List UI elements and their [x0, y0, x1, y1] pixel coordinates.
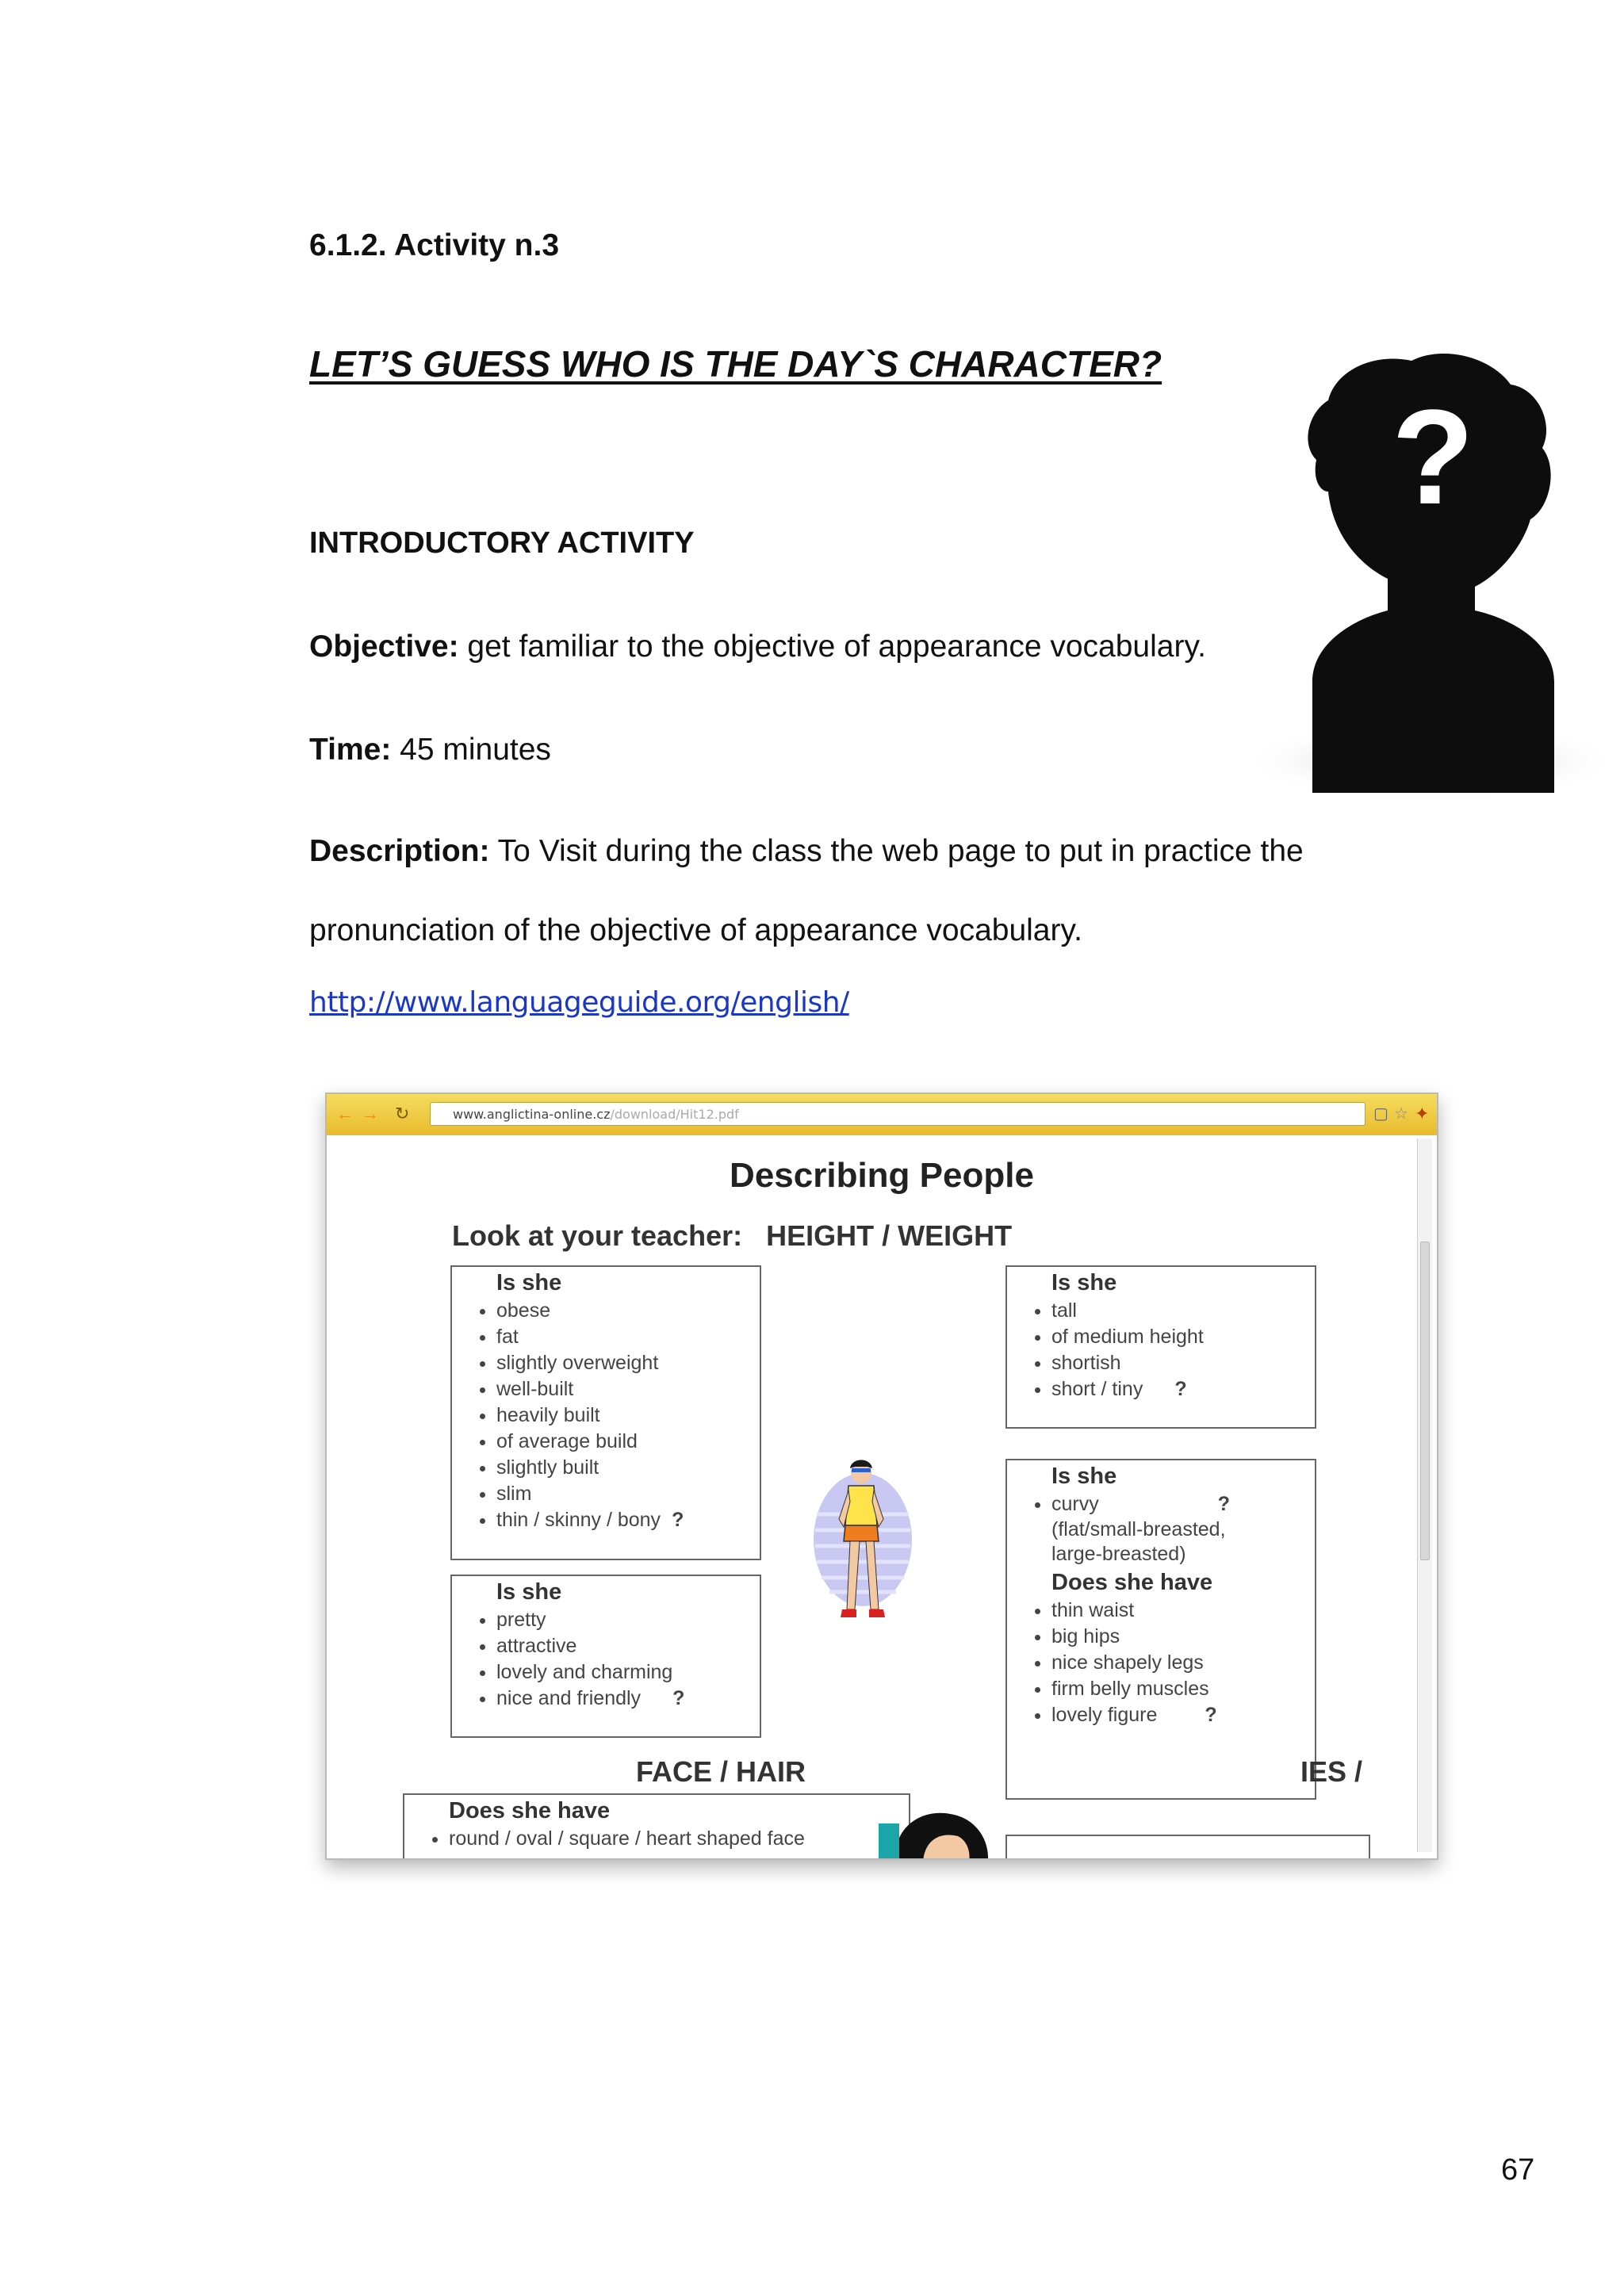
- list-item: • slim: [496, 1481, 760, 1507]
- question-mark: ?: [1205, 1704, 1217, 1726]
- list-item: • obese: [496, 1298, 760, 1324]
- list-item: [1051, 1702, 1315, 1728]
- list-item: • tall: [1051, 1298, 1315, 1324]
- box-figure-list-2: [1007, 1598, 1315, 1728]
- list-item: • slightly built: [496, 1455, 760, 1481]
- scroll-thumb[interactable]: [1420, 1242, 1430, 1560]
- url-path: /download/Hit12.pdf: [610, 1107, 739, 1122]
- list-item-text: short / tiny: [1051, 1378, 1143, 1400]
- objective-text: get familiar to the objective of appearance vocabulary.: [458, 629, 1206, 664]
- embedded-screenshot: [325, 1093, 1438, 1860]
- list-item: • nice shapely legs: [1051, 1650, 1315, 1676]
- list-item: • pretty: [496, 1607, 760, 1633]
- list-item-text: thin / skinny / bony: [496, 1509, 661, 1531]
- box-figure-note-1: (flat/small-breasted,: [1051, 1518, 1226, 1540]
- list-item: • well-built: [496, 1376, 760, 1402]
- list-item: • big hips: [1051, 1624, 1315, 1650]
- face-illustration-icon: [879, 1806, 998, 1860]
- list-item: • of medium height: [1051, 1324, 1315, 1350]
- box-looks-heading: Is she: [496, 1579, 562, 1605]
- list-item-text: curvy: [1051, 1493, 1099, 1515]
- objective-line: [309, 631, 1206, 662]
- language-guide-link[interactable]: http://www.languageguide.org/english/: [309, 986, 849, 1019]
- box-looks: [450, 1575, 761, 1738]
- question-mark: ?: [1217, 1493, 1231, 1515]
- list-item: • attractive: [496, 1633, 760, 1659]
- time-text: 45 minutes: [391, 733, 551, 767]
- wrench-icon[interactable]: ✦: [1415, 1104, 1430, 1123]
- list-item: • shortish: [1051, 1350, 1315, 1376]
- question-mark: ?: [672, 1509, 684, 1531]
- box-figure-heading: Is she: [1051, 1464, 1117, 1489]
- list-item: • heavily built: [496, 1402, 760, 1429]
- box-height: [1005, 1265, 1316, 1429]
- browser-toolbar: [327, 1094, 1437, 1135]
- sheet-subheading: [452, 1219, 1012, 1253]
- url-host: www.anglictina-online.cz: [453, 1107, 611, 1122]
- box-figure-heading-2: Does she have: [1051, 1570, 1213, 1595]
- description-label: Description:: [309, 834, 490, 868]
- screenshot-scrollbar[interactable]: [1417, 1138, 1432, 1852]
- back-icon[interactable]: ←: [336, 1104, 354, 1123]
- woman-figure-icon: [810, 1451, 915, 1649]
- list-item-text: lovely figure: [1051, 1704, 1158, 1726]
- address-bar[interactable]: [430, 1102, 1365, 1126]
- list-item: • thin waist: [1051, 1598, 1315, 1624]
- subheading-left: Look at your teacher:: [452, 1219, 743, 1252]
- box-height-heading: Is she: [1051, 1270, 1117, 1295]
- page-number: 67: [1501, 2153, 1535, 2187]
- list-item: • lovely and charming: [496, 1659, 760, 1686]
- section-number: 6.1.2. Activity n.3: [309, 228, 560, 262]
- list-item: [1051, 1491, 1315, 1517]
- box-face: [403, 1793, 910, 1860]
- box-weight: [450, 1265, 761, 1560]
- box-looks-list: [452, 1607, 760, 1712]
- box-figure-note-2: large-breasted): [1051, 1543, 1186, 1565]
- box-weight-list: [452, 1298, 760, 1533]
- question-mark: ?: [1174, 1378, 1187, 1400]
- list-item-text: nice and friendly: [496, 1687, 642, 1709]
- list-item: • slightly overweight: [496, 1350, 760, 1376]
- forward-icon[interactable]: →: [362, 1104, 379, 1123]
- list-item: • firm belly muscles: [1051, 1676, 1315, 1702]
- question-mark: ?: [672, 1687, 685, 1709]
- page-title: LET’S GUESS WHO IS THE DAY`S CHARACTER?: [309, 343, 1162, 385]
- face-hair-heading: FACE / HAIR: [636, 1755, 806, 1788]
- reload-icon[interactable]: ↻: [395, 1104, 410, 1123]
- cut-off-heading: IES /: [1300, 1755, 1363, 1788]
- box-face-heading: Does she have: [449, 1798, 611, 1823]
- list-item: • fat: [496, 1324, 760, 1350]
- subheading-right: HEIGHT / WEIGHT: [766, 1219, 1013, 1252]
- objective-label: Objective:: [309, 629, 459, 664]
- box-partial: [1005, 1835, 1370, 1860]
- description-line-1: [309, 836, 1304, 867]
- list-item: • round / oval / square / heart shaped face: [449, 1826, 909, 1852]
- description-line-2: pronunciation of the objective of appearance vocabulary.: [309, 913, 1082, 947]
- list-item: [496, 1686, 760, 1712]
- box-face-list: [404, 1826, 909, 1852]
- sheet-title: Describing People: [730, 1156, 1034, 1195]
- box-figure-list-1: [1007, 1491, 1315, 1517]
- box-height-list: [1007, 1298, 1315, 1402]
- bookmark-icon[interactable]: ▢: [1373, 1105, 1388, 1123]
- question-mark-icon: ?: [1392, 382, 1474, 533]
- box-figure: [1005, 1459, 1316, 1800]
- description-text-1: To Visit during the class the web page to put in practice the: [489, 834, 1304, 868]
- list-item: [496, 1507, 760, 1533]
- time-label: Time:: [309, 733, 392, 767]
- box-weight-heading: Is she: [496, 1270, 562, 1295]
- intro-heading: INTRODUCTORY ACTIVITY: [309, 526, 695, 560]
- star-icon[interactable]: ☆: [1394, 1105, 1408, 1123]
- time-line: [309, 734, 551, 765]
- mystery-person-icon: [1237, 349, 1610, 825]
- list-item: • of average build: [496, 1429, 760, 1455]
- list-item: [1051, 1376, 1315, 1402]
